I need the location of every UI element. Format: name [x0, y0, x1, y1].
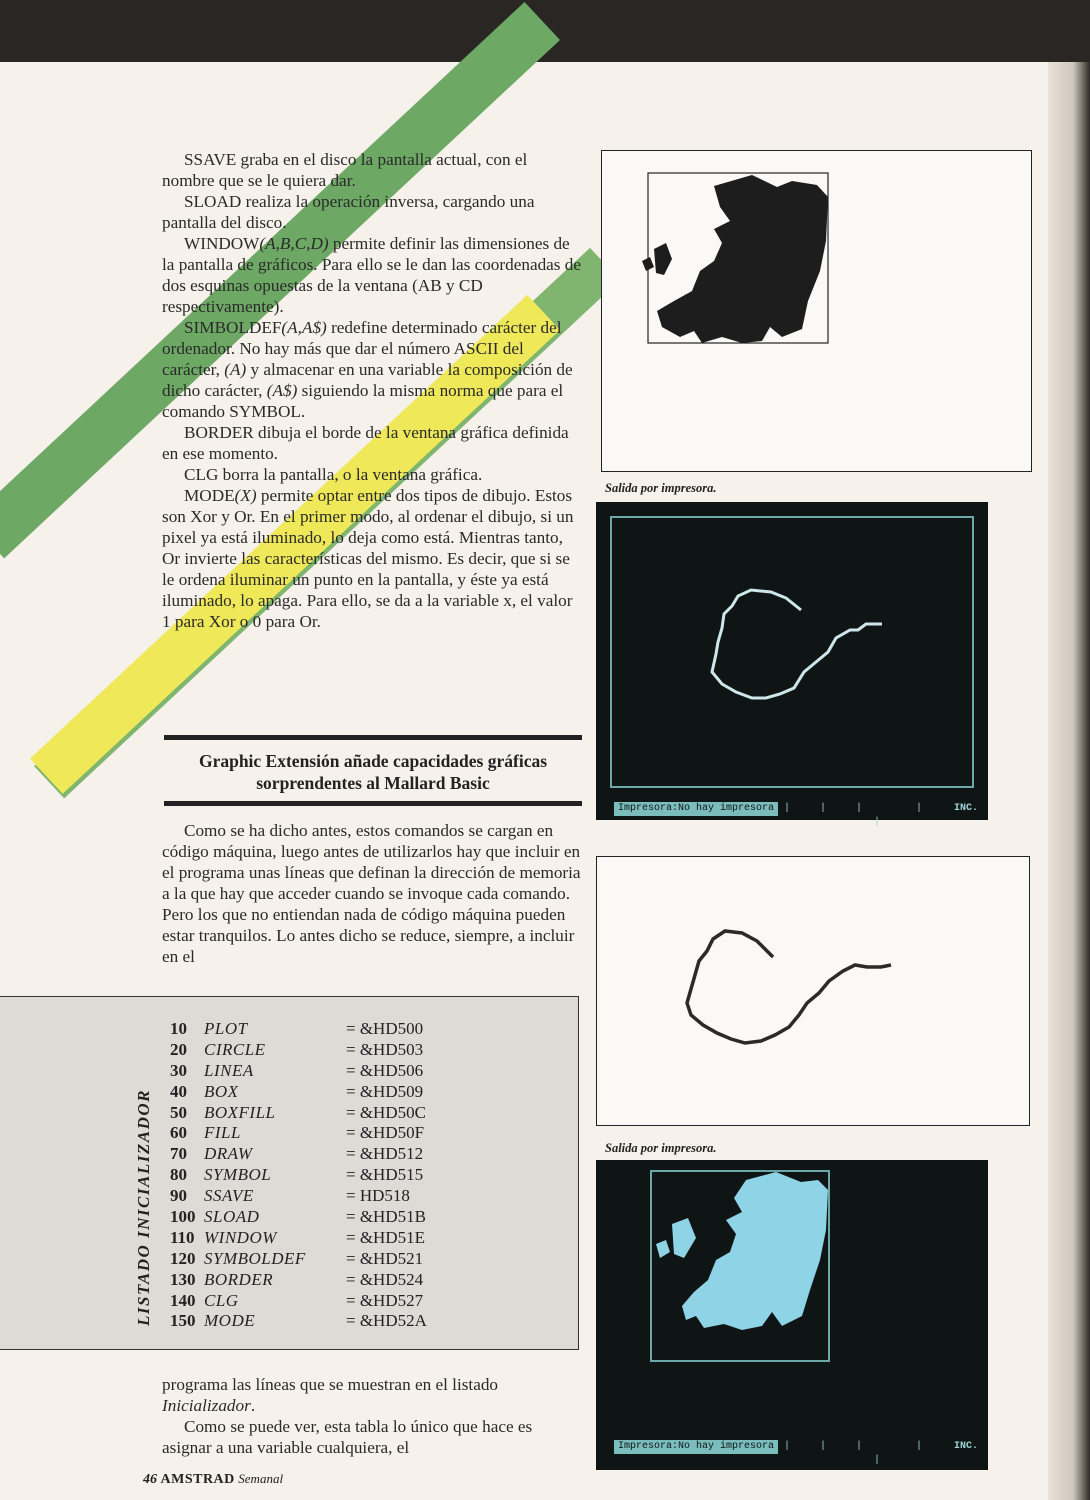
listing-row — [170, 1228, 470, 1249]
command-name: SSAVE — [204, 1186, 254, 1206]
printout-spain-figure — [596, 856, 1030, 1126]
page-number: 46 — [143, 1472, 157, 1487]
europe-fill-drawing — [596, 1160, 988, 1470]
listing-row — [170, 1270, 470, 1291]
command-name: PLOT — [204, 1019, 248, 1038]
line-number: 110 — [170, 1227, 195, 1247]
status-bar — [614, 802, 979, 828]
command-name: DRAW — [204, 1144, 253, 1164]
article-column-mid — [162, 820, 582, 967]
memory-address: = &HD50F — [346, 1123, 425, 1143]
listing-row — [170, 1082, 470, 1103]
line-number: 80 — [170, 1165, 187, 1185]
command-name: SLOAD — [204, 1207, 260, 1227]
spain-outline-drawing — [596, 502, 988, 820]
listing-row — [170, 1103, 470, 1124]
listing-row — [170, 1165, 470, 1186]
listing-row — [170, 1019, 470, 1040]
listing-label: LISTADO INICIALIZADOR — [134, 1089, 153, 1326]
command-name: SYMBOL — [204, 1165, 272, 1185]
page-footer — [143, 1471, 283, 1488]
listing-row — [170, 1207, 470, 1228]
figure-caption: Salida por impresora. — [605, 481, 717, 495]
article-column-bottom — [162, 1374, 582, 1458]
spain-printout-image — [597, 857, 1029, 1125]
memory-address: = &HD512 — [346, 1144, 424, 1164]
status-label: Impresora:No hay impresora — [614, 1440, 778, 1454]
memory-address: = &HD51E — [346, 1227, 425, 1247]
paragraph: WINDOW(A,B,C,D) permite definir las dimensiones de la pantalla de gráficos. Para ello se le dan las coordenadas de dos esquinas opuestas de la ventana (AB y CD respectivamente). — [162, 234, 582, 316]
subheadline: Graphic Extensión añade capacidades gráficas sorprendentes al Mallard Basic — [198, 751, 548, 793]
line-number: 10 — [170, 1019, 187, 1038]
listing-row — [170, 1040, 470, 1061]
paragraph: Como se puede ver, esta tabla lo único que hace es asignar a una variable cualquiera, el — [162, 1417, 533, 1457]
command-name: CIRCLE — [204, 1039, 266, 1059]
headline-rule-top — [164, 735, 582, 740]
line-number: 40 — [170, 1081, 187, 1101]
command-name: FILL — [204, 1123, 241, 1143]
listing-row — [170, 1249, 470, 1270]
status-label: Impresora:No hay impresora — [614, 802, 778, 816]
line-number: 20 — [170, 1039, 187, 1059]
paragraph: SIMBOLDEF(A,A$) redefine determinado carácter del ordenador. No hay más que dar el número ASCII del carácter, (A) y almacenar en una variable la composición de dicho carácter, (A$) siguiendo la misma norma que para el comando SYMBOL. — [162, 318, 573, 421]
memory-address: = &HD521 — [346, 1248, 424, 1268]
paragraph: CLG borra la pantalla, o la ventana gráfica. — [184, 465, 483, 484]
memory-address: = &HD52A — [346, 1311, 427, 1331]
command-name: CLG — [204, 1290, 239, 1310]
command-name: BORDER — [204, 1269, 274, 1289]
listing-rows — [170, 1019, 470, 1332]
paragraph: Como se ha dicho antes, estos comandos se cargan en código máquina, luego antes de utilizarlos hay que incluir en el programa unas líneas que definan la dirección de memoria a la que hay que acceder cuando se invoque cada comando. Pero los que no entiendan nada de código máquina pueden estar tranquilos. Lo antes dicho se reduce, siempre, a incluir en el — [162, 821, 581, 966]
status-end: INC. — [954, 803, 979, 814]
memory-address: = HD518 — [346, 1186, 410, 1206]
memory-address: = &HD51B — [346, 1207, 426, 1227]
line-number: 120 — [170, 1248, 196, 1268]
magazine-section: Semanal — [238, 1471, 284, 1486]
paragraph: BORDER dibuja el borde de la ventana gráfica definida en ese momento. — [162, 423, 569, 463]
line-number: 60 — [170, 1123, 187, 1143]
command-name: SYMBOLDEF — [204, 1248, 306, 1268]
paragraph: SLOAD realiza la operación inversa, cargando una pantalla del disco. — [162, 192, 535, 232]
listing-row — [170, 1144, 470, 1165]
paragraph: SSAVE graba en el disco la pantalla actual, con el nombre que se le quiera dar. — [162, 150, 528, 190]
memory-address: = &HD524 — [346, 1269, 424, 1289]
line-number: 50 — [170, 1102, 187, 1122]
command-name: BOX — [204, 1081, 239, 1101]
paragraph: programa las líneas que se muestran en el listado Inicializador. — [162, 1375, 499, 1415]
headline-rule-bottom — [164, 801, 582, 806]
line-number: 30 — [170, 1060, 187, 1080]
europe-printout-image — [602, 151, 1031, 471]
status-bar — [614, 1440, 979, 1466]
magazine-name: AMSTRAD — [160, 1472, 235, 1487]
line-number: 140 — [170, 1290, 196, 1310]
next-page-edge — [1048, 62, 1090, 1500]
memory-address: = &HD506 — [346, 1060, 424, 1080]
line-number: 70 — [170, 1144, 187, 1164]
printout-europe-figure — [601, 150, 1032, 472]
figure-caption: Salida por impresora. — [605, 1141, 717, 1155]
command-name: BOXFILL — [204, 1102, 276, 1122]
paragraph: MODE(X) permite optar entre dos tipos de dibujo. Estos son Xor y Or. En el primer modo, al ordenar el dibujo, si un pixel ya está iluminado, lo deja como está. Mientras tanto, Or invierte las características del mismo. Es decir, que si se le ordena iluminar un punto en la pantalla, y éste ya está iluminado, lo apaga. Para ello, se da a la variable x, el valor 1 para Xor o 0 para Or. — [162, 486, 574, 631]
memory-address: = &HD509 — [346, 1081, 424, 1101]
memory-address: = &HD500 — [346, 1019, 424, 1038]
command-name: MODE — [204, 1311, 256, 1331]
line-number: 100 — [170, 1207, 196, 1227]
listing-row — [170, 1311, 470, 1332]
memory-address: = &HD50C — [346, 1102, 426, 1122]
article-column-top — [162, 149, 582, 632]
line-number: 130 — [170, 1269, 196, 1289]
command-name: WINDOW — [204, 1227, 277, 1247]
line-number: 150 — [170, 1311, 196, 1331]
listing-row — [170, 1061, 470, 1082]
status-ticks: | | | | | — [784, 1441, 923, 1466]
memory-address: = &HD503 — [346, 1039, 424, 1059]
line-number: 90 — [170, 1186, 187, 1206]
screen-photo-spain — [596, 502, 988, 828]
command-name: LINEA — [204, 1060, 254, 1080]
status-ticks: | | | | | — [784, 803, 923, 828]
memory-address: = &HD515 — [346, 1165, 424, 1185]
status-end: INC. — [954, 1441, 979, 1452]
listing-row — [170, 1291, 470, 1312]
memory-address: = &HD527 — [346, 1290, 424, 1310]
listing-row — [170, 1186, 470, 1207]
screen-photo-europe — [596, 1160, 988, 1470]
listing-row — [170, 1123, 470, 1144]
